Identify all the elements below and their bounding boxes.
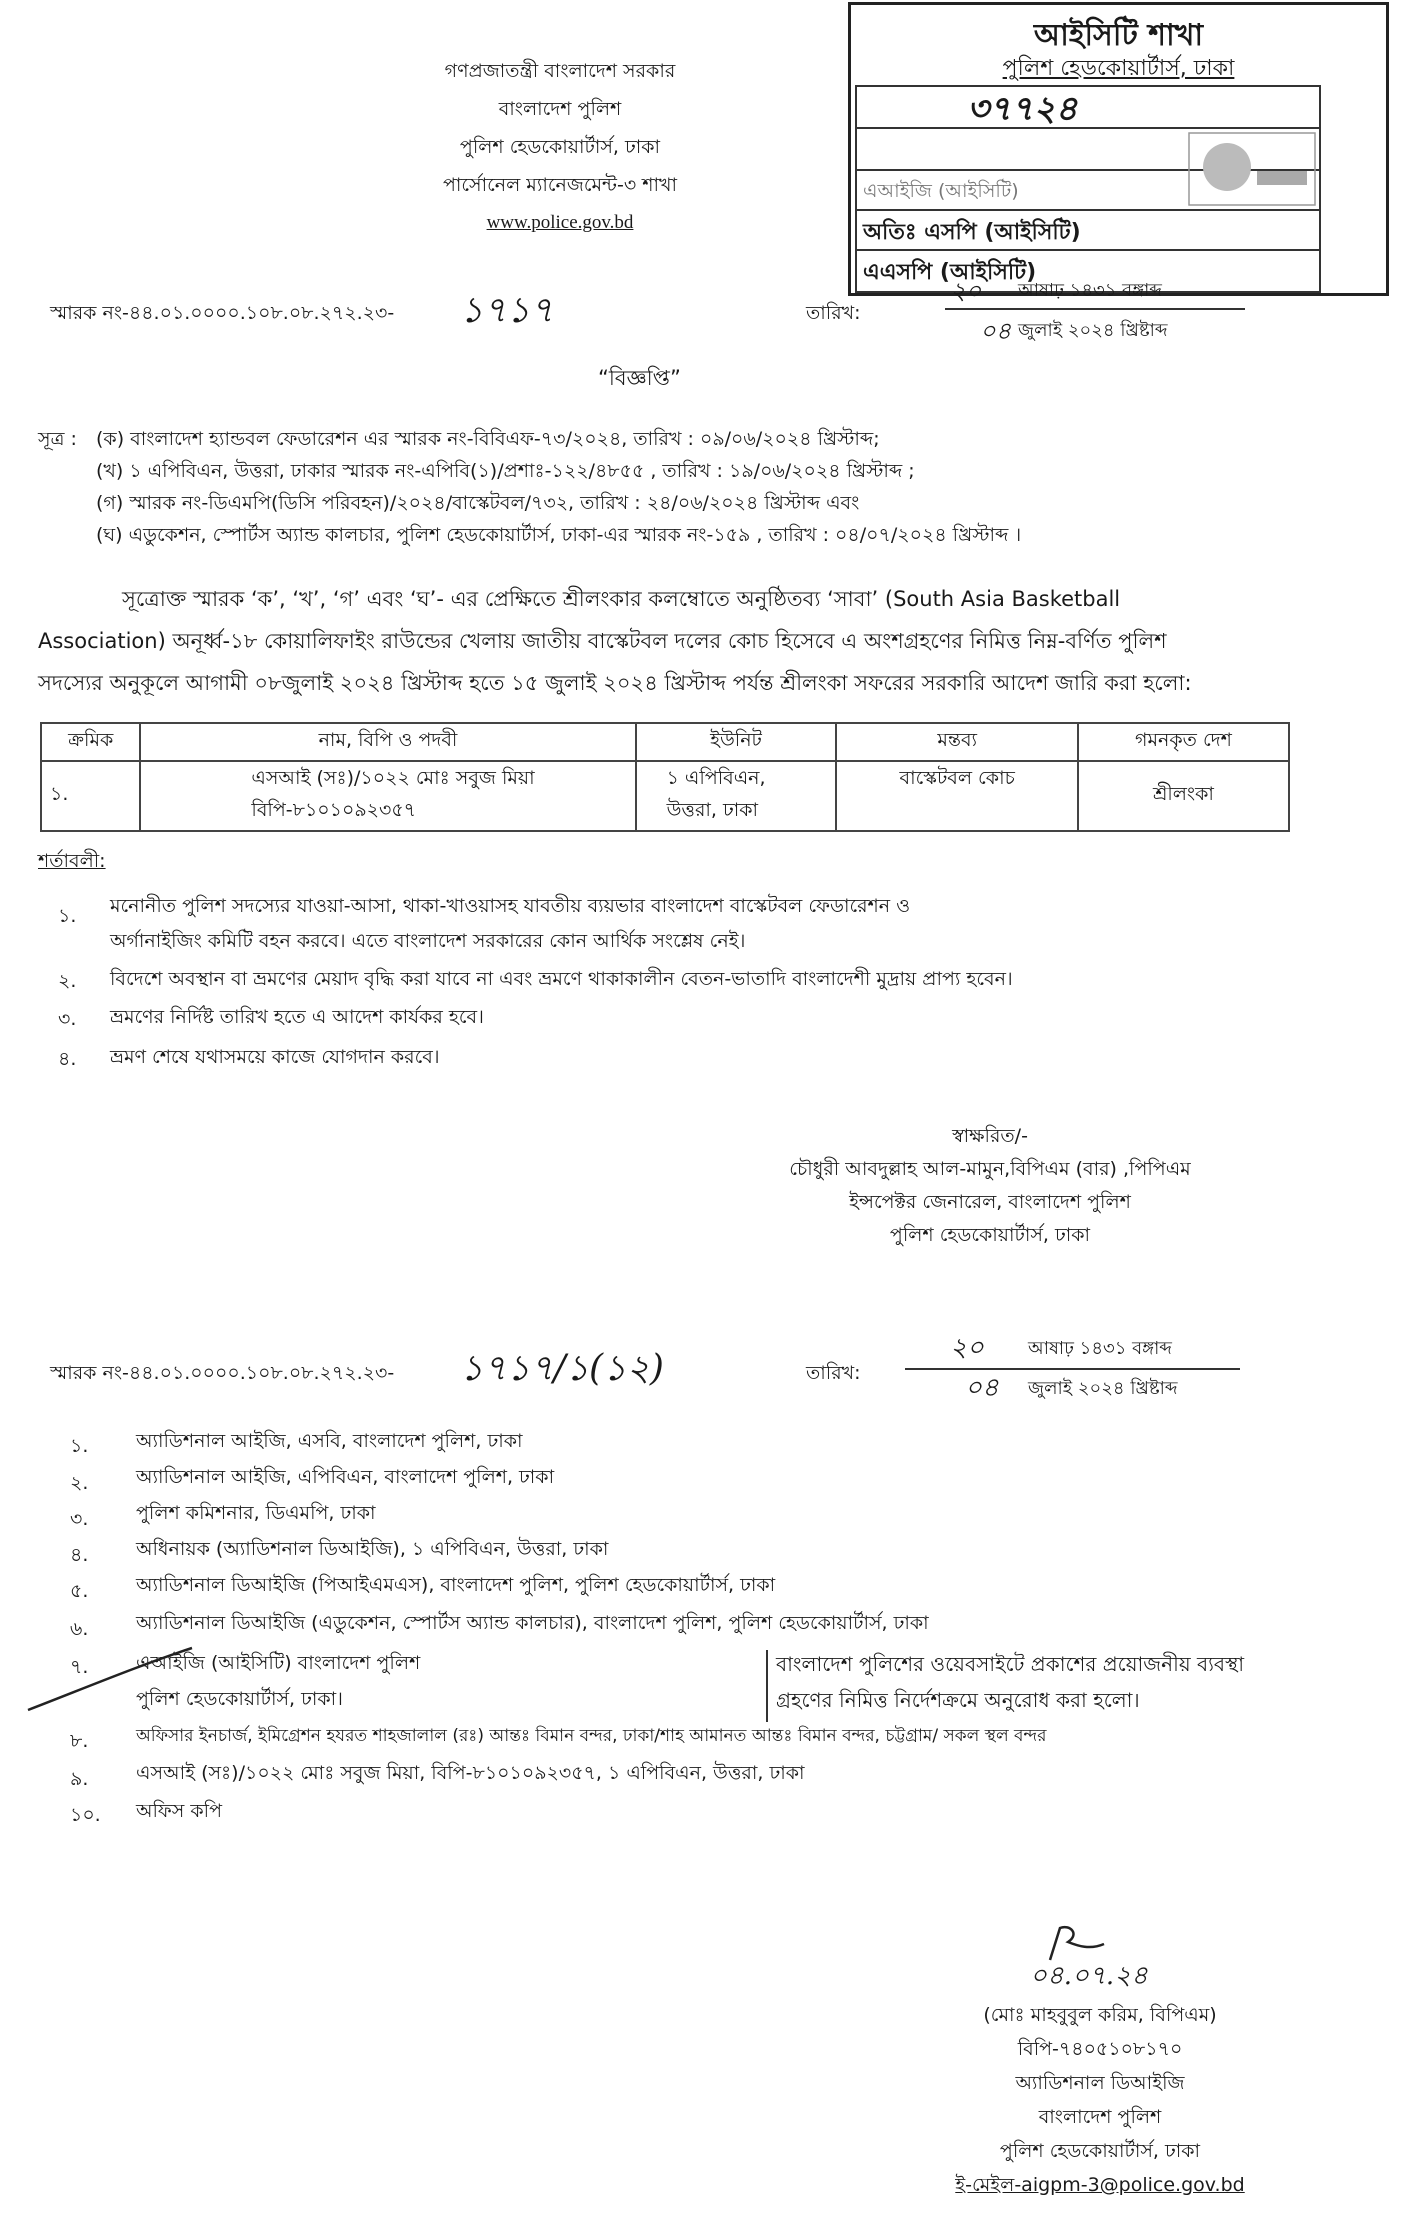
memo-date-bangla-day: ২০ xyxy=(950,277,982,305)
memo-date-greg-day: ০৪ xyxy=(980,317,1012,345)
ict-branch-stamp xyxy=(848,2,1389,296)
signature-block-addl-dig xyxy=(880,1998,1320,2202)
stamp-subtitle: পুলিশ হেডকোয়ার্টার্স, ঢাকা xyxy=(1002,56,1235,81)
distribution-number: ৫. xyxy=(70,1580,89,1602)
signatory-office: পুলিশ হেডকোয়ার্টার্স, ঢাকা xyxy=(889,1224,1091,1246)
table-header: ইউনিট xyxy=(636,723,837,761)
distribution-item: পুলিশ হেডকোয়ার্টার্স, ঢাকা। xyxy=(136,1688,343,1710)
body-line: সদস্যের অনুকূলে আগামী ০৮জুলাই ২০২৪ খ্রিস্টাব্দ হতে ১৫ জুলাই ২০২৪ খ্রিস্টাব্দ পর্যন্ত শ্রীলংকা সফরের সরকারি আদেশ জারি করা হলো: xyxy=(38,671,1192,695)
distribution-item: অ্যাডিশনাল ডিআইজি (পিআইএমএস), বাংলাদেশ পুলিশ, পুলিশ হেডকোয়ার্টার্স, ঢাকা xyxy=(136,1574,776,1596)
header-police: বাংলাদেশ পুলিশ xyxy=(498,98,622,120)
cell-unit-line: উত্তরা, ঢাকা xyxy=(666,799,759,821)
distribution-item: অ্যাডিশনাল আইজি, এসবি, বাংলাদেশ পুলিশ, ঢাকা xyxy=(136,1430,523,1452)
stamp-row-aig: এআইজি (আইসিটি) xyxy=(863,180,1019,202)
cell-bp-line: বিপি-৮১০১০৯২৩৫৭ xyxy=(251,799,417,821)
distribution-item: অ্যাডিশনাল ডিআইজি (এডুকেশন, স্পোর্টস অ্যান্ড কালচার), বাংলাদেশ পুলিশ, পুলিশ হেডকোয়ার্টার্স, ঢাকা xyxy=(136,1612,929,1634)
condition-text: ভ্রমণ শেষে যথাসময়ে কাজে যোগদান করবে। xyxy=(110,1046,440,1068)
travel-table xyxy=(40,722,1290,832)
distribution-number: ১. xyxy=(70,1435,89,1457)
memo-date-greg: জুলাই ২০২৪ খ্রিষ্টাব্দ xyxy=(1018,320,1168,341)
cell-serial: ১. xyxy=(41,761,140,831)
memo-date-bangla: আষাঢ় ১৪৩১ বঙ্গাব্দ xyxy=(1028,1338,1172,1359)
header-branch: পার্সোনেল ম্যানেজমেন্ট-৩ শাখা xyxy=(443,174,677,196)
condition-text: ভ্রমণের নির্দিষ্ট তারিখ হতে এ আদেশ কার্যকর হবে। xyxy=(110,1006,484,1028)
signatory-designation: ইন্সপেক্টর জেনারেল, বাংলাদেশ পুলিশ xyxy=(849,1191,1131,1213)
memo-number-handwritten: ১৭১৭ xyxy=(460,290,554,331)
table-row xyxy=(41,761,1289,831)
cell-unit-line: ১ এপিবিএন, xyxy=(666,767,766,789)
signatory-office: পুলিশ হেডকোয়ার্টার্স, ঢাকা xyxy=(999,2140,1201,2162)
signatory-designation: অ্যাডিশনাল ডিআইজি xyxy=(1015,2072,1185,2094)
pen-tick-mark xyxy=(20,1640,200,1720)
signatory-org: বাংলাদেশ পুলিশ xyxy=(1038,2106,1162,2128)
memo-date-label: তারিখ: xyxy=(806,1362,861,1384)
condition-number: ৪. xyxy=(58,1048,77,1070)
table-header: নাম, বিপি ও পদবী xyxy=(140,723,635,761)
memo-date-greg: জুলাই ২০২৪ খ্রিষ্টাব্দ xyxy=(1028,1378,1178,1399)
memo-date-label: তারিখ: xyxy=(806,302,861,324)
header-government: গণপ্রজাতন্ত্রী বাংলাদেশ সরকার xyxy=(444,60,676,82)
condition-number: ১. xyxy=(58,905,77,927)
table-header: গমনকৃত দেশ xyxy=(1078,723,1289,761)
signatory-name: চৌধুরী আবদুল্লাহ আল-মামুন,বিপিএম (বার) ,পিপিএম xyxy=(789,1158,1191,1180)
distribution-number: ৭. xyxy=(70,1656,89,1678)
conditions-title: শর্তাবলী: xyxy=(38,850,106,872)
condition-number: ২. xyxy=(58,970,77,992)
memo-date-bangla-day: ২০ xyxy=(950,1333,984,1363)
stamp-row-asp: এএসপি (আইসিটি) xyxy=(863,260,1037,285)
cell-name-line: এসআই (সঃ)/১০২২ মোঃ সবুজ মিয়া xyxy=(251,767,535,789)
table-header-row xyxy=(41,723,1289,761)
reference-item: (ঘ) এডুকেশন, স্পোর্টস অ্যান্ড কালচার, পুলিশ হেডকোয়ার্টার্স, ঢাকা-এর স্মারক নং-১৫৯ , তারিখ : ০৪/০৭/২০২৪ খ্রিস্টাব্দ । xyxy=(96,524,1022,546)
condition-text: বিদেশে অবস্থান বা ভ্রমণের মেয়াদ বৃদ্ধি করা যাবে না এবং ভ্রমণে থাকাকালীন বেতন-ভাতাদি বাংলাদেশী মুদ্রায় প্রাপ্য হবেন। xyxy=(110,968,1013,990)
cell-country: শ্রীলংকা xyxy=(1078,761,1289,831)
cell-name xyxy=(140,761,635,831)
distribution-number: ১০. xyxy=(70,1804,101,1826)
signature-block-igp xyxy=(740,1120,1240,1252)
condition-number: ৩. xyxy=(58,1008,77,1030)
stamp-handwritten-number: ৩৭৭২৪ xyxy=(967,89,1078,129)
distribution-item: অফিসার ইনচার্জ, ইমিগ্রেশন হযরত শাহজালাল (রঃ) আন্তঃ বিমান বন্দর, ঢাকা/শাহ আমানত আন্তঃ বিমান বন্দর, চট্টগ্রাম/ সকল স্থল বন্দর xyxy=(136,1726,1047,1746)
signatory-name: (মোঃ মাহবুবুল করিম, বিপিএম) xyxy=(983,2004,1217,2026)
header-website: www.police.gov.bd xyxy=(486,212,634,233)
distribution-number: ৮. xyxy=(70,1730,89,1752)
condition-text: মনোনীত পুলিশ সদস্যের যাওয়া-আসা, থাকা-খাওয়াসহ যাবতীয় ব্যয়ভার বাংলাদেশ বাস্কেটবল ফেডারেশন ও xyxy=(110,895,911,917)
website-request-note: বাংলাদেশ পুলিশের ওয়েবসাইটে প্রকাশের প্রয়োজনীয় ব্যবস্থা xyxy=(776,1652,1245,1676)
distribution-item: এসআই (সঃ)/১০২২ মোঃ সবুজ মিয়া, বিপি-৮১০১০৯২৩৫৭, ১ এপিবিএন, উত্তরা, ঢাকা xyxy=(136,1762,805,1784)
body-paragraph xyxy=(38,578,1376,704)
letterhead xyxy=(360,52,760,242)
distribution-number: ৪. xyxy=(70,1544,89,1566)
reference-item: (খ) ১ এপিবিএন, উত্তরা, ঢাকার স্মারক নং-এপিবি(১)/প্রশাঃ-১২২/৪৮৫৫ , তারিখ : ১৯/০৬/২০২৪ খ্রিস্টাব্দ ; xyxy=(96,460,915,482)
memo-number: স্মারক নং-৪৪.০১.০০০০.১০৮.০৮.২৭২.২৩- xyxy=(50,302,395,324)
body-line: সূত্রোক্ত স্মারক ‘ক’, ‘খ’, ‘গ’ এবং ‘ঘ’- এর প্রেক্ষিতে শ্রীলংকার কলম্বোতে অনুষ্ঠিতব্য ‘সাবা’ (South Asia Basketball xyxy=(122,587,1121,611)
memo-number: স্মারক নং-৪৪.০১.০০০০.১০৮.০৮.২৭২.২৩- xyxy=(50,1362,395,1384)
distribution-number: ৬. xyxy=(70,1618,89,1640)
stamp-routing-box xyxy=(855,85,1321,293)
signature-date-handwritten: ০৪.০৭.২৪ xyxy=(1030,1961,1148,1991)
reference-prefix: সূত্র : xyxy=(38,428,77,450)
reference-item: (গ) স্মারক নং-ডিএমপি(ডিসি পরিবহন)/২০২৪/বাস্কেটবল/৭৩২, তারিখ : ২৪/০৬/২০২৪ খ্রিস্টাব্দ এবং xyxy=(96,492,860,514)
signatory-email: ই-মেইল-aigpm-3@police.gov.bd xyxy=(955,2174,1245,2196)
memo-number-handwritten: ১৭১৭/১(১২) xyxy=(460,1348,664,1389)
memo-date-greg-day: ০৪ xyxy=(965,1373,999,1403)
distribution-item: অধিনায়ক (অ্যাডিশনাল ডিআইজি), ১ এপিবিএন, উত্তরা, ঢাকা xyxy=(136,1538,609,1560)
distribution-item: এআইজি (আইসিটি) বাংলাদেশ পুলিশ xyxy=(136,1652,421,1674)
table-header: ক্রমিক xyxy=(41,723,140,761)
memo-date-bangla: আষাঢ় ১৪৩১ বঙ্গাব্দ xyxy=(1018,280,1162,301)
reference-item: (ক) বাংলাদেশ হ্যান্ডবল ফেডারেশন এর স্মারক নং-বিবিএফ-৭৩/২০২৪, তারিখ : ০৯/০৬/২০২৪ খ্রিস্টাব্দ; xyxy=(96,428,880,450)
website-request-note: গ্রহণের নিমিত্ত নির্দেশক্রমে অনুরোধ করা হলো। xyxy=(776,1688,1140,1712)
signed-mark: স্বাক্ষরিত/- xyxy=(952,1125,1028,1147)
stamp-row-addl-sp: অতিঃ এসপি (আইসিটি) xyxy=(863,220,1081,245)
distribution-item: পুলিশ কমিশনার, ডিএমপি, ঢাকা xyxy=(136,1502,376,1524)
cell-remark: বাস্কেটবল কোচ xyxy=(836,761,1077,831)
mujib-portrait-seal-icon xyxy=(1187,131,1317,207)
header-hq: পুলিশ হেডকোয়ার্টার্স, ঢাকা xyxy=(459,136,661,158)
distribution-item: অ্যাডিশনাল আইজি, এপিবিএন, বাংলাদেশ পুলিশ, ঢাকা xyxy=(136,1466,555,1488)
distribution-number: ৯. xyxy=(70,1768,89,1790)
signatory-bp: বিপি-৭৪০৫১০৮১৭০ xyxy=(1017,2038,1183,2060)
stamp-title: আইসিটি শাখা xyxy=(1033,18,1204,53)
table-header: মন্তব্য xyxy=(836,723,1077,761)
condition-text: অর্গানাইজিং কমিটি বহন করবে। এতে বাংলাদেশ সরকারের কোন আর্থিক সংশ্লেষ নেই। xyxy=(110,930,746,952)
cell-unit xyxy=(636,761,837,831)
body-line: Association) অনূর্ধ্ব-১৮ কোয়ালিফাইং রাউন্ডের খেলায় জাতীয় বাস্কেটবল দলের কোচ হিসেবে এ অংশগ্রহণের নিমিত্ত নিম্ন-বর্ণিত পুলিশ xyxy=(38,629,1167,653)
notice-title: “বিজ্ঞপ্তি” xyxy=(598,366,681,390)
distribution-number: ৩. xyxy=(70,1508,89,1530)
distribution-item: অফিস কপি xyxy=(136,1800,222,1822)
distribution-number: ২. xyxy=(70,1472,89,1494)
